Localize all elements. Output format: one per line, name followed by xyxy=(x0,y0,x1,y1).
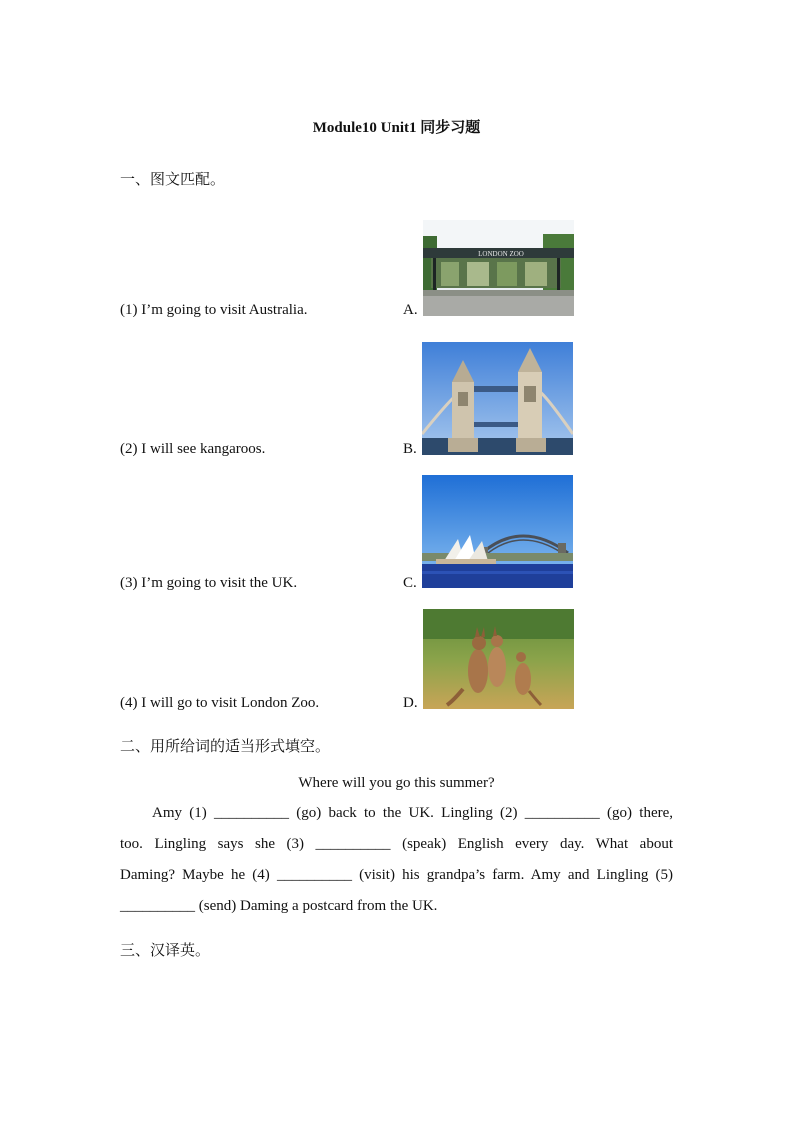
section-3-heading: 三、汉译英。 xyxy=(120,941,211,959)
passage-line-1: Amy (1) __________ (go) back to the UK. Lingling (2) __________ (go) there, xyxy=(152,805,673,821)
zoo-sign-text: LONDON ZOO xyxy=(478,250,524,258)
match-option-b: B. xyxy=(403,441,417,457)
match-sentence-2: (2) I will see kangaroos. xyxy=(120,441,266,457)
passage-title: Where will you go this summer? xyxy=(298,775,495,791)
sydney-opera-house-image xyxy=(422,475,573,588)
section-1-heading: 一、图文匹配。 xyxy=(120,170,226,188)
match-sentence-4: (4) I will go to visit London Zoo. xyxy=(120,695,320,711)
match-option-c: C. xyxy=(403,575,417,591)
section-2-heading: 二、用所给词的适当形式填空。 xyxy=(120,737,331,755)
match-option-a: A. xyxy=(403,302,418,318)
kangaroos-image xyxy=(423,609,574,709)
passage-line-2: too. Lingling says she (3) __________ (speak) English every day. What about xyxy=(120,836,673,852)
match-sentence-3: (3) I’m going to visit the UK. xyxy=(120,575,298,591)
passage-line-4: __________ (send) Daming a postcard from the UK. xyxy=(120,898,438,914)
london-zoo-image xyxy=(423,220,574,316)
match-option-d: D. xyxy=(403,695,418,711)
passage-line-3: Daming? Maybe he (4) __________ (visit) his grandpa’s farm. Amy and Lingling (5) xyxy=(120,867,673,883)
page-title: Module10 Unit1 同步习题 xyxy=(312,120,481,136)
match-sentence-1: (1) I’m going to visit Australia. xyxy=(120,302,308,318)
tower-bridge-image xyxy=(422,342,573,455)
